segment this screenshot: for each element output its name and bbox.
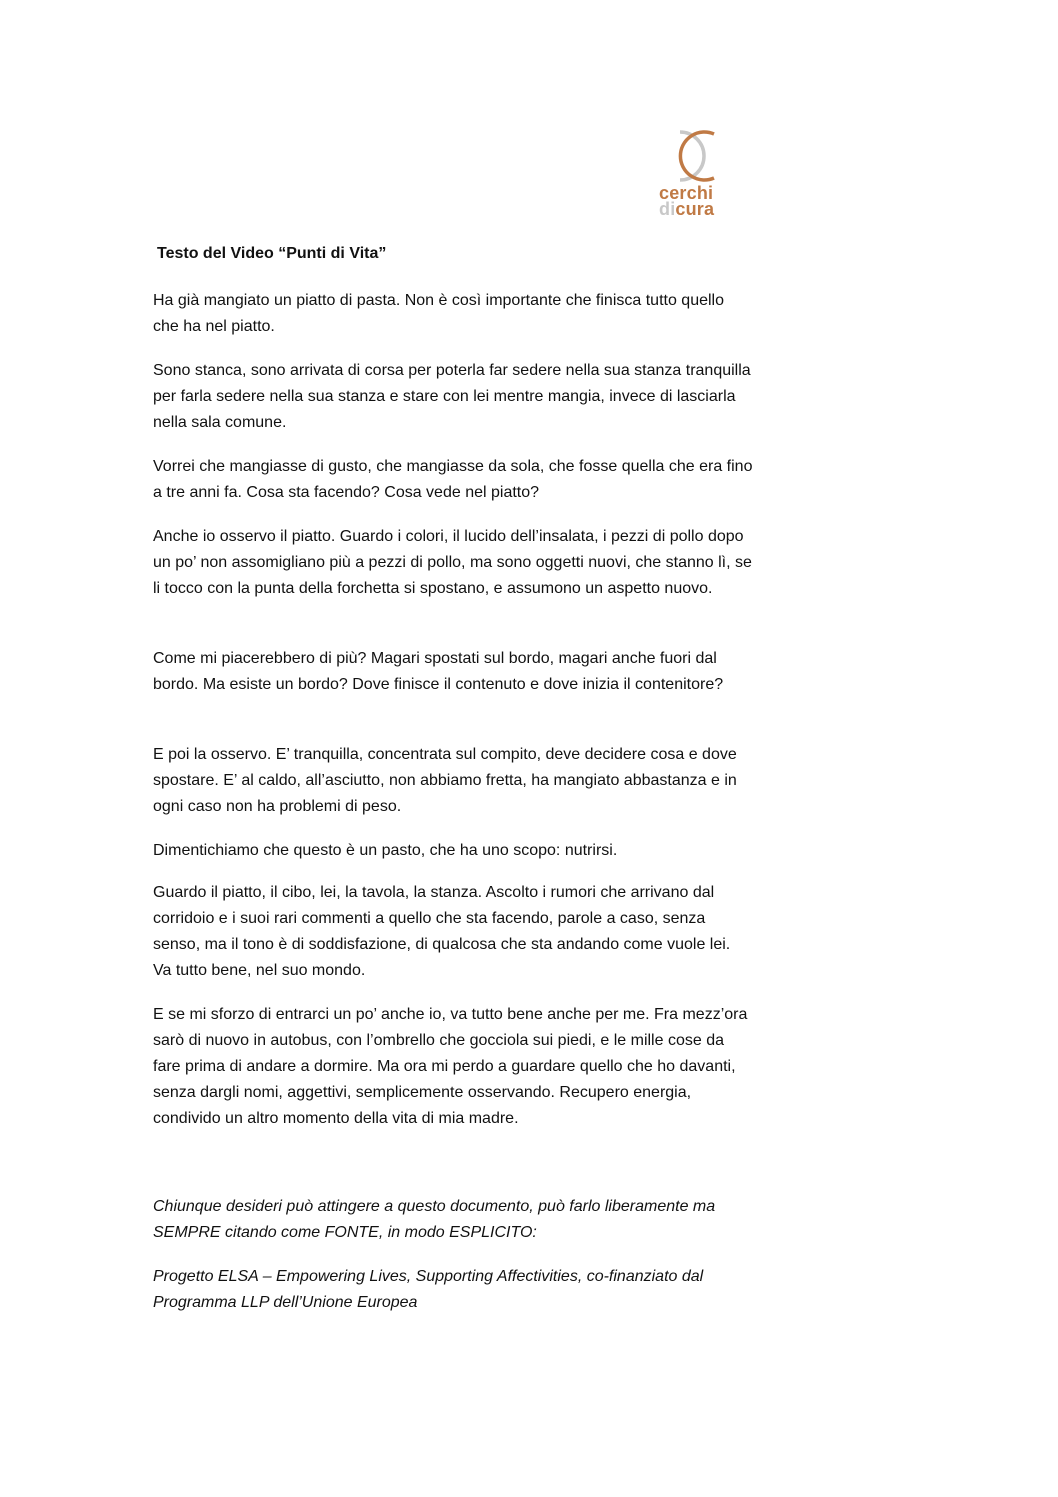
paragraph-7: Dimentichiamo che questo è un pasto, che ha uno scopo: nutrirsi. (153, 842, 618, 859)
paragraph-3: Vorrei che mangiasse di gusto, che mangiasse da sola, che fosse quella che era fino a tre anni fa. Cosa sta facendo? Cosa vede nel piatto? (153, 458, 753, 501)
circles-logo-icon (658, 128, 718, 184)
logo-text-cerchi: cerchi (659, 183, 714, 203)
logo-text-dicura (659, 200, 714, 218)
paragraph-6: E poi la osservo. E’ tranquilla, concentrata sul compito, deve decidere cosa e dove spostare. E’ al caldo, all’asciutto, non abbiamo fretta, ha mangiato abbastanza e in ogni caso non ha problemi di peso. (153, 746, 737, 815)
source-citation: Progetto ELSA – Empowering Lives, Supporting Affectivities, co-finanziato dal Programma LLP dell’Unione Europea (153, 1268, 704, 1311)
logo-text-cura: cura (675, 199, 715, 219)
usage-notice: Chiunque desideri può attingere a questo documento, può farlo liberamente ma SEMPRE citando come FONTE, in modo ESPLICITO: (153, 1198, 716, 1241)
logo-text-di: di (659, 199, 676, 219)
paragraph-5: Come mi piacerebbero di più? Magari spostati sul bordo, magari anche fuori dal bordo. Ma esiste un bordo? Dove finisce il contenuto e dove inizia il contenitore? (153, 650, 724, 693)
document-title: Testo del Video “Punti di Vita” (157, 245, 387, 262)
paragraph-1: Ha già mangiato un piatto di pasta. Non è così importante che finisca tutto quello che ha nel piatto. (153, 292, 725, 335)
cerchi-di-cura-logo (658, 128, 738, 220)
paragraph-9: E se mi sforzo di entrarci un po’ anche io, va tutto bene anche per me. Fra mezz’ora sarò di nuovo in autobus, con l’ombrello che gocciola sui piedi, e le mille cose da fare prima di andare a dormire. Ma ora mi perdo a guardare quello che ho davanti, senza dargli nomi, aggettivi, semplicemente osservando. Recupero energia, condivido un altro momento della vita di mia madre. (153, 1006, 748, 1127)
paragraph-4: Anche io osservo il piatto. Guardo i colori, il lucido dell’insalata, i pezzi di pollo dopo un po’ non assomigliano più a pezzi di pollo, ma sono oggetti nuovi, che stanno lì, se li tocco con la punta della forchetta si spostano, e assumono un aspetto nuovo. (153, 528, 752, 597)
paragraph-8: Guardo il piatto, il cibo, lei, la tavola, la stanza. Ascolto i rumori che arrivano dal corridoio e i suoi rari commenti a quello che sta facendo, parole a caso, senza senso, ma il tono è di soddisfazione, di qualcosa che sta andando come vuole lei. Va tutto bene, nel suo mondo. (153, 884, 731, 979)
paragraph-2: Sono stanca, sono arrivata di corsa per poterla far sedere nella sua stanza tranquilla per farla sedere nella sua stanza e stare con lei mentre mangia, invece di lasciarla nella sala comune. (153, 362, 751, 431)
